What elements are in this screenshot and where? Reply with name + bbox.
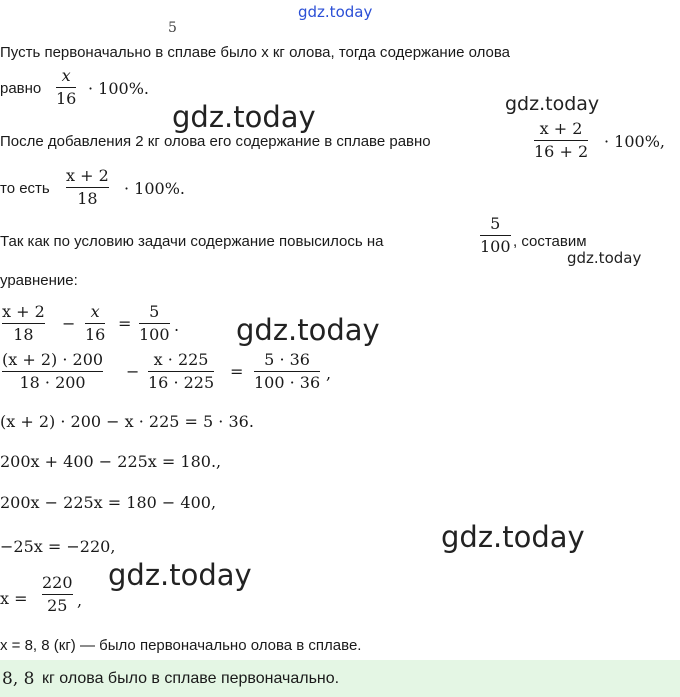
fraction-eq2-2 xyxy=(148,350,214,393)
answer-text: кг олова было в сплаве первоначально. xyxy=(42,670,340,687)
comma: , xyxy=(326,364,332,383)
watermark: gdz.today xyxy=(505,93,600,115)
numerator: 5 xyxy=(490,214,501,233)
numerator: 220 xyxy=(42,573,73,592)
numerator: (x + 2) · 200 xyxy=(2,350,104,369)
denominator: 16 xyxy=(56,89,77,108)
times-100-percent: · 100%. xyxy=(124,179,185,198)
fraction-220-over-25 xyxy=(42,573,73,616)
denominator: 16 + 2 xyxy=(534,142,589,161)
denominator: 100 · 36 xyxy=(254,373,321,392)
watermark: gdz.today xyxy=(172,100,316,134)
equation-6: −25x = −220, xyxy=(0,537,116,556)
fraction-bar xyxy=(42,594,73,595)
text-line-2-prefix: равно xyxy=(0,80,42,97)
fraction-x-over-16 xyxy=(56,66,76,109)
denominator: 18 · 200 xyxy=(19,373,86,392)
denominator: 18 xyxy=(77,189,98,208)
numerator: x xyxy=(90,302,100,321)
denominator: 100 xyxy=(480,237,511,256)
period: . xyxy=(174,316,180,335)
fraction-bar xyxy=(480,235,511,236)
fraction-bar xyxy=(66,187,109,188)
text-line-5: Так как по условию задачи содержание повысилось на xyxy=(0,233,384,250)
equation-7-lhs: x = xyxy=(0,589,28,608)
minus-sign: − xyxy=(126,362,140,381)
text-line-6: уравнение: xyxy=(0,272,78,289)
numerator: x xyxy=(61,66,71,85)
equation-5: 200x − 225x = 180 − 400, xyxy=(0,493,217,512)
equals-sign: = xyxy=(118,314,132,333)
watermark: gdz.today xyxy=(236,313,380,347)
numerator: x + 2 xyxy=(539,119,583,138)
fraction-eq2-1 xyxy=(2,350,103,393)
denominator: 16 xyxy=(85,325,106,344)
result-line: x = 8, 8 (кг) — было первоначально олова в сплаве. xyxy=(0,637,362,654)
watermark: gdz.today xyxy=(108,558,252,592)
text-line-4-prefix: то есть xyxy=(0,180,50,197)
denominator: 100 xyxy=(139,325,170,344)
equals-sign: = xyxy=(230,362,244,381)
equation-3: (x + 2) · 200 − x · 225 = 5 · 36. xyxy=(0,412,254,431)
fraction-5-over-100 xyxy=(480,214,511,257)
fraction-bar xyxy=(2,323,45,324)
answer-box xyxy=(0,660,680,697)
numerator: 5 · 36 xyxy=(264,350,310,369)
fraction-x2-over-16p2 xyxy=(534,119,588,162)
fraction-x-over-16 xyxy=(85,302,105,345)
watermark: gdz.today xyxy=(298,3,373,21)
fraction-bar xyxy=(254,371,320,372)
times-100-percent: · 100%, xyxy=(604,132,665,151)
fraction-x2-over-18 xyxy=(2,302,45,345)
denominator: 25 xyxy=(47,596,68,615)
fraction-bar xyxy=(148,371,214,372)
fraction-bar xyxy=(534,140,588,141)
watermark: gdz.today xyxy=(441,520,585,554)
denominator: 16 · 225 xyxy=(148,373,215,392)
text-line-3: После добавления 2 кг олова его содержание в сплаве равно xyxy=(0,133,431,150)
text-line-1: Пусть первоначально в сплаве было x кг олова, тогда содержание олова xyxy=(0,44,511,61)
numerator: x + 2 xyxy=(66,166,109,185)
watermark: gdz.today xyxy=(567,249,642,267)
numerator: x + 2 xyxy=(2,302,45,321)
fraction-bar xyxy=(2,371,103,372)
comma: , xyxy=(77,591,83,610)
fraction-bar xyxy=(139,323,170,324)
numerator: 5 xyxy=(149,302,160,321)
fraction-bar xyxy=(85,323,105,324)
times-100-percent: · 100%. xyxy=(88,79,149,98)
denominator: 18 xyxy=(13,325,34,344)
minus-sign: − xyxy=(62,314,76,333)
fraction-eq2-3 xyxy=(254,350,320,393)
fraction-bar xyxy=(56,87,76,88)
text-line-5-suffix: , составим xyxy=(513,233,587,250)
cut-off-fragment: 5 xyxy=(168,20,177,36)
numerator: x · 225 xyxy=(153,350,209,369)
fraction-x2-over-18 xyxy=(66,166,109,209)
answer-value: 8, 8 xyxy=(2,669,35,689)
equation-4: 200x + 400 − 225x = 180., xyxy=(0,452,222,471)
fraction-5-over-100 xyxy=(139,302,170,345)
